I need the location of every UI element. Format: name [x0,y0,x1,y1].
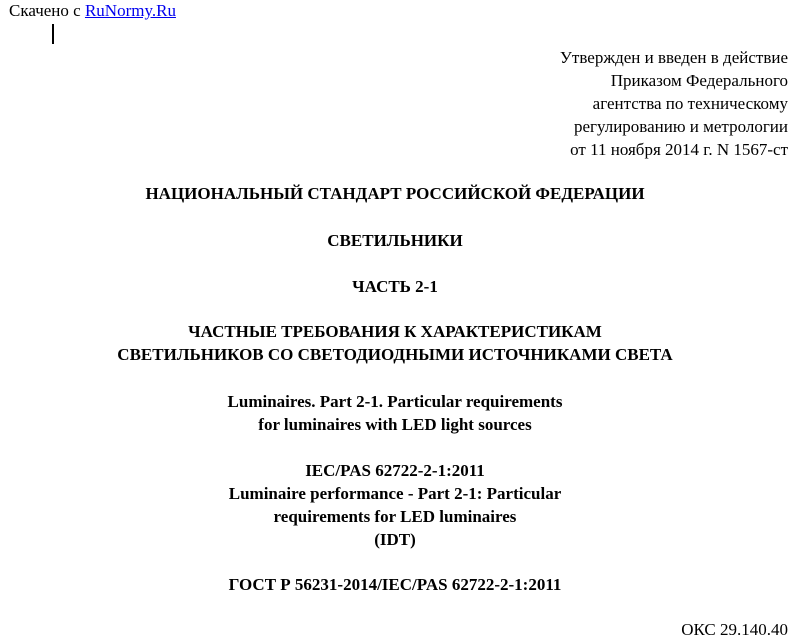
subtitle-line: СВЕТИЛЬНИКОВ СО СВЕТОДИОДНЫМИ ИСТОЧНИКАМИ СВЕТА [117,345,673,364]
iec-line: requirements for LED luminaires [273,507,517,526]
standard-part: ЧАСТЬ 2-1 [352,277,438,296]
iec-line: Luminaire performance - Part 2-1: Particular [228,484,562,503]
iec-line: IEC/PAS 62722-2-1:2011 [305,461,485,480]
download-prefix: Скачено с [9,1,85,20]
standard-title: СВЕТИЛЬНИКИ [327,231,463,250]
gost-designation: ГОСТ Р 56231-2014/IEC/PAS 62722-2-1:2011 [228,575,562,594]
approval-line: Приказом Федерального [610,71,788,90]
approval-line: регулированию и метрологии [573,117,788,136]
approval-line: агентства по техническому [592,94,788,113]
english-title-line: for luminaires with LED light sources [258,415,532,434]
iec-reference [0,459,790,551]
approval-block [560,46,788,161]
approval-line: от 11 ноября 2014 г. N 1567-ст [570,140,788,159]
english-title-line: Luminaires. Part 2-1. Particular requirements [227,392,563,411]
approval-line: Утвержден и введен в действие [559,48,788,67]
runormy-link[interactable]: RuNormy.Ru [84,1,176,20]
national-standard-heading: НАЦИОНАЛЬНЫЙ СТАНДАРТ РОССИЙСКОЙ ФЕДЕРАЦИИ [145,184,645,203]
text-cursor-icon [52,24,54,44]
download-source-line [9,1,176,21]
standard-subtitle [0,320,790,366]
english-title [0,390,790,436]
iec-line: (IDT) [374,530,416,549]
oks-code: ОКС 29.140.40 [681,620,788,639]
subtitle-line: ЧАСТНЫЕ ТРЕБОВАНИЯ К ХАРАКТЕРИСТИКАМ [188,322,602,341]
